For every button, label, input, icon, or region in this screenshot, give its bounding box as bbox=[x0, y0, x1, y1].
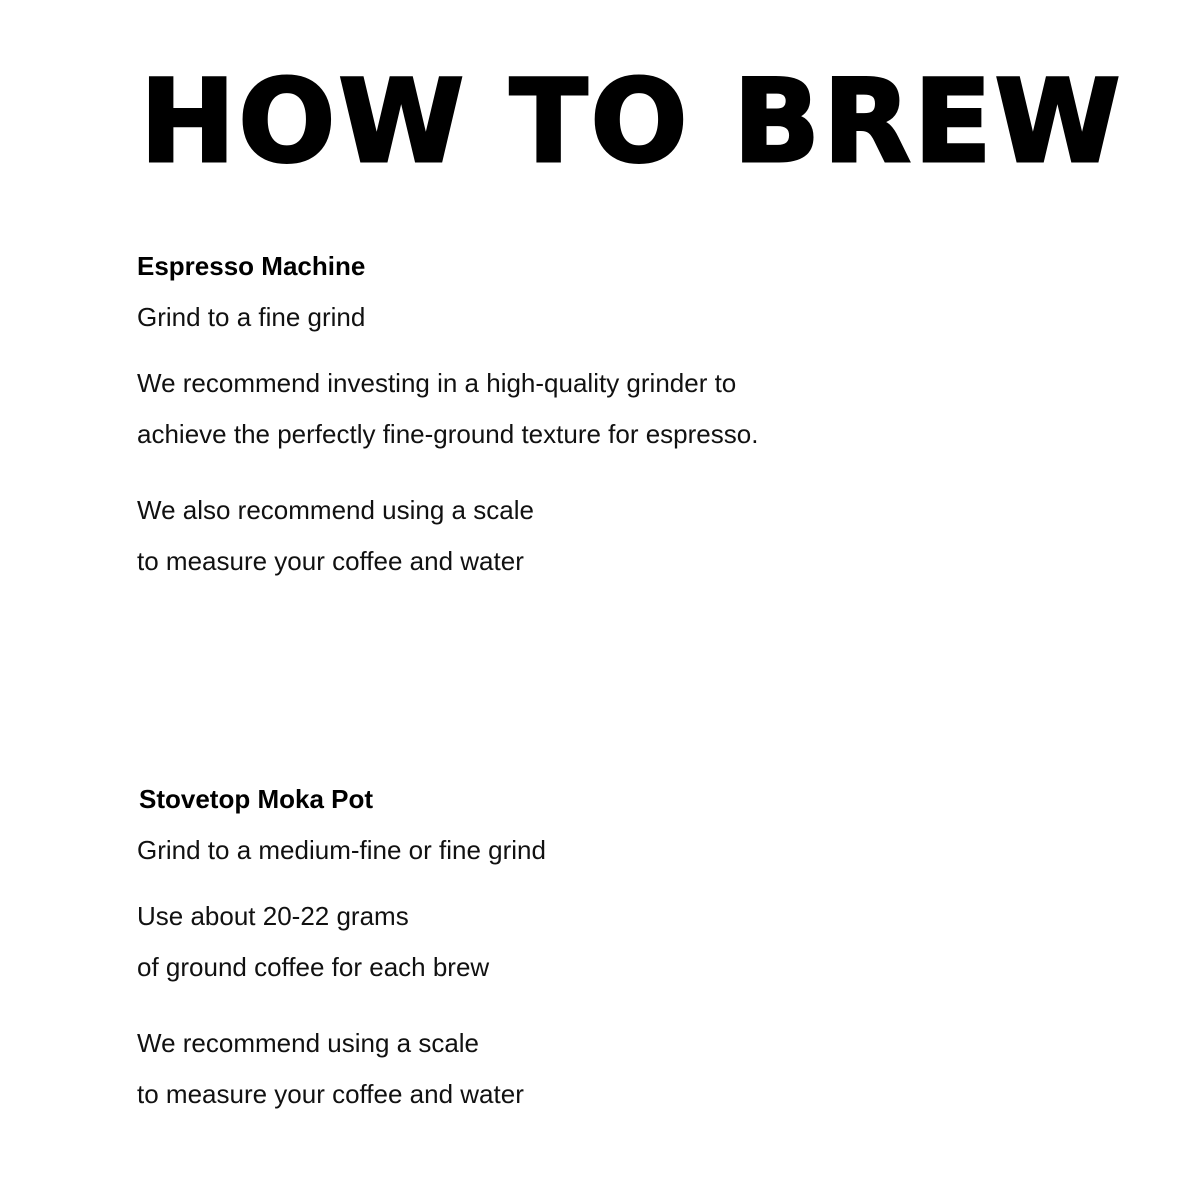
paragraph-line: achieve the perfectly fine-ground texture for espresso. bbox=[137, 419, 759, 449]
paragraph-line: Use about 20-22 grams bbox=[137, 901, 409, 931]
grind-instruction: Grind to a fine grind bbox=[137, 302, 366, 332]
moka-pot-section bbox=[137, 783, 1037, 1120]
scale-recommendation bbox=[137, 485, 1037, 587]
paragraph-line: We recommend using a scale bbox=[137, 1028, 480, 1058]
paragraph-line: of ground coffee for each brew bbox=[137, 952, 490, 982]
espresso-machine-section bbox=[137, 250, 1037, 587]
grinder-recommendation bbox=[137, 358, 1037, 460]
paragraph-line: We recommend investing in a high-quality grinder to bbox=[137, 368, 737, 398]
grind-instruction: Grind to a medium-fine or fine grind bbox=[137, 835, 546, 865]
paragraph-line: to measure your coffee and water bbox=[137, 546, 524, 576]
section-heading: Espresso Machine bbox=[137, 251, 366, 281]
paragraph-line: We also recommend using a scale bbox=[137, 495, 534, 525]
page-title: HOW TO BREW bbox=[140, 55, 1124, 188]
dose-recommendation bbox=[137, 891, 1037, 993]
paragraph-line: to measure your coffee and water bbox=[137, 1079, 524, 1109]
section-heading: Stovetop Moka Pot bbox=[139, 784, 374, 814]
scale-recommendation bbox=[137, 1018, 1037, 1120]
